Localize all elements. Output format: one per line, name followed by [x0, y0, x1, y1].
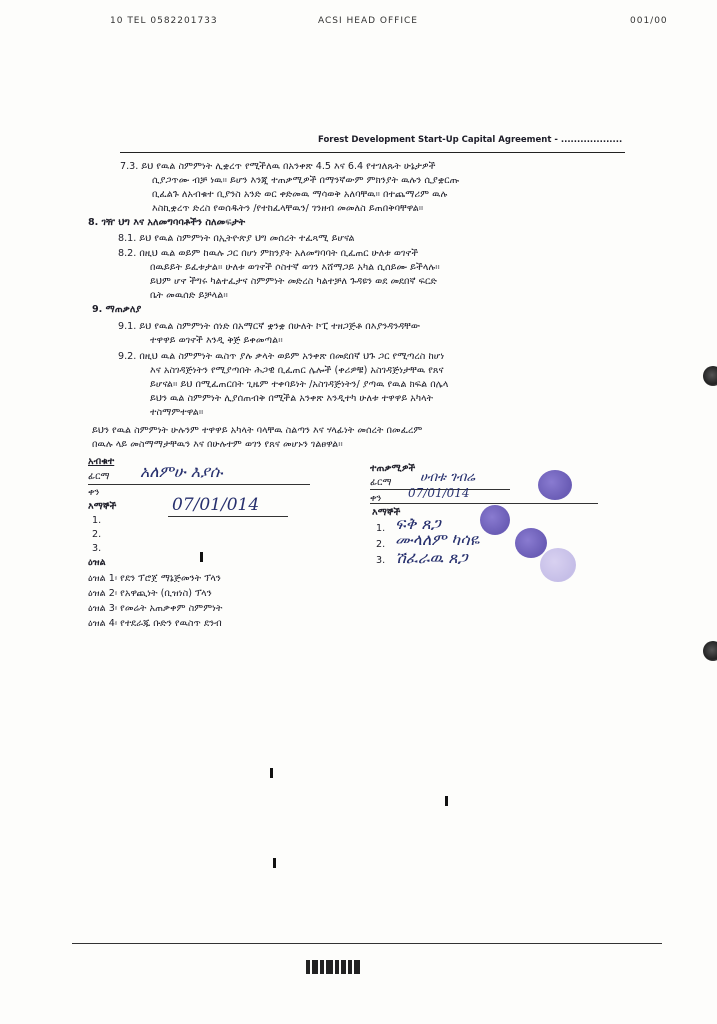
clause-8-1: 8.1. ይህ የዉል ስምምነት በኢትዮጵያ ህግ መሰረት ተፈጻሚ ይሆናል: [118, 233, 355, 244]
annex-item-2: ዕዝል 2፡ የአዋጪነት (ቢዝነስ) ፕላን: [88, 588, 212, 599]
left-signature-line: [88, 484, 310, 485]
section-8-heading: 8. ገዥ ህግ እና አለመግባባቶችን ስለመፍታት: [88, 217, 246, 228]
scan-speck: [270, 768, 273, 778]
right-witness-2-number: 2.: [376, 539, 386, 550]
fax-header-right: 001/00: [630, 16, 668, 26]
document-header-title: Forest Development Start-Up Capital Agreement - ...................: [318, 135, 623, 145]
right-witness-1-number: 1.: [376, 523, 386, 534]
right-witness-1-name: ፍቅ ጸጋ: [395, 514, 441, 533]
right-date-handwritten: 07/01/014: [408, 486, 470, 500]
footer-divider: [72, 943, 662, 944]
fingerprint-stamp-1: [538, 470, 572, 500]
clause-7-3-line-2: ሲያጋጥሙ ብቻ ነዉ። ይሆን እንጂ ተጠቃሚዎች በማንኛውም ምክንያት ዉሉን ሲያቋርጡ: [152, 175, 460, 186]
annex-item-4: ዕዝል 4፡ የተደራጁ ቡድን የዉስጥ ደንብ: [88, 618, 222, 629]
left-date-line: [168, 516, 288, 517]
annex-heading: ዕዝል: [88, 557, 106, 568]
fingerprint-stamp-3: [515, 528, 547, 558]
annex-item-3: ዕዝል 3፡ የመሬት አጠቃቀም ስምምነት: [88, 603, 223, 614]
clause-9-2-line-2: እና አስገዳጅነትን የሚያጣበት ሕጋዊ ቢፈጠር ሌሎች (ቀሪዎቹ) አስገዳጅነታቸዉ የጸና: [150, 365, 444, 376]
fax-header-center: ACSI HEAD OFFICE: [318, 16, 418, 26]
closing-line-2: በዉሉ ላይ መስማማታቸዉን እና በሁሉተም ወገን የጸና መሆኑን ገልፀዋል።: [92, 439, 343, 450]
left-witness-1-number: 1.: [92, 515, 102, 526]
right-party-label: ተጠቃሚዎች: [370, 463, 416, 474]
left-date-handwritten: 07/01/014: [172, 495, 260, 515]
left-signature: አለምሁ እያሱ: [140, 462, 223, 481]
left-party-label: አብቁተ: [88, 456, 115, 467]
section-9-heading: 9. ማጠቃለያ: [92, 304, 142, 315]
closing-line-1: ይህን የዉል ስምምነት ሁሉንም ተዋዋይ አካላት ባላቸዉ ስልጣን እና ሃላፊነት መሰረት በመፈረም: [92, 425, 423, 436]
clause-8-2-line-2: በዉይይት ይፈቱታል። ሁለቱ ወገኖች ሶስተኛ ወገን እሸማጋይ አካል ሲሰይሙ ይችላሉ።: [150, 262, 440, 273]
clause-7-3-line-3: ቢፈልጉ ለአብቁተ ቢያንስ አንድ ወር ቀድመዉ ማሳወቅ አለባቸዉ። በተጨማሪም ዉሉ: [152, 189, 448, 200]
footer-logo-mark: [306, 960, 366, 974]
left-signature-label: ፊርማ: [88, 471, 110, 482]
right-witness-3-name: ሽፈራዉ ጸጋ: [395, 548, 468, 567]
clause-9-1-line-2: ተዋዋይ ወገኖች እንዲ ቅጅ ይቀመጣል።: [150, 335, 283, 346]
left-date-label: ቀን: [88, 487, 100, 498]
left-witness-2-number: 2.: [92, 529, 102, 540]
scan-speck: [200, 552, 203, 562]
clause-9-2-line-5: ተስማምተዋል።: [150, 407, 204, 418]
clause-8-2-line-1: 8.2. በዚህ ዉል ወይም ከዉሉ ጋር በሆነ ምክንያት አለመግባባት ቢፈጠር ሁለቱ ወገኖች: [118, 248, 419, 259]
right-witness-label: እማኞች: [372, 507, 401, 518]
clause-7-3-line-1: 7.3. ይህ የዉል ስምምነት ሊቋረጥ የሚችለዉ በአንቀጽ 4.5 እና 6.4 የተገለጹት ሁኔታዎች: [120, 161, 436, 172]
clause-9-2-line-4: ይህን ዉል ስምምነት ሊያሰጠብቅ በሚችል አንቀጽ እንዲተካ ሁለቱ ተዋዋይ አካላት: [150, 393, 434, 404]
punch-hole-top: [703, 366, 717, 386]
punch-hole-bottom: [703, 641, 717, 661]
header-divider: [120, 152, 625, 153]
right-date-line: [370, 503, 598, 504]
left-witness-3-number: 3.: [92, 543, 102, 554]
clause-9-1-line-1: 9.1. ይህ የዉል ስምምነት ሰነድ በአማርኛ ቋንቋ በሁለት ኮፒ ተዘጋጅቶ በእያንዳንዳቸው: [118, 321, 421, 332]
scan-speck: [445, 796, 448, 806]
clause-8-2-line-3: ይህም ሆኖ ችግሩ ካልተፈታና ስምምነት መድረስ ካልተቻለ ጉዳዩን ወደ መደበኛ ፍርድ: [150, 276, 437, 287]
clause-8-2-line-4: ቤት መዉሰድ ይቻላል።: [150, 290, 228, 301]
scan-speck: [273, 858, 276, 868]
right-signature-label: ፊርማ: [370, 477, 392, 488]
clause-7-3-line-4: እስኪቋረጥ ድረስ የወሰዱትን /የተከፈላቸዉን/ ገንዘብ መመለስ ይጠበቅባቸዋል።: [152, 203, 424, 214]
fingerprint-stamp-2: [480, 505, 510, 535]
right-witness-2-name: ሙላለም ካሳዬ: [395, 530, 480, 549]
right-date-label: ቀን: [370, 493, 382, 504]
right-witness-3-number: 3.: [376, 555, 386, 566]
annex-item-1: ዕዝል 1፡ የደን ፕሮጀ ማኔጅመንት ፕላን: [88, 573, 221, 584]
clause-9-2-line-3: ይሆናል። ይህ በሚፈጠርበት ጊዜም ተቀባይነት /አስገዳጅነትን/ ያጣዉ የዉል ክፍል በሌላ: [150, 379, 449, 390]
fingerprint-stamp-4: [540, 548, 576, 582]
right-signature: ሀብቱ ገብሬ: [420, 470, 476, 485]
fax-header-left: 10 TEL 0582201733: [110, 16, 218, 26]
left-witness-label: እማኞች: [88, 501, 117, 512]
clause-9-2-line-1: 9.2. በዚህ ዉል ስምምነት ዉስጥ ያሉ ቃላት ወይም አንቀጽ በመደበኛ ህጉ ጋር የሚጣረስ ከሆነ: [118, 351, 445, 362]
